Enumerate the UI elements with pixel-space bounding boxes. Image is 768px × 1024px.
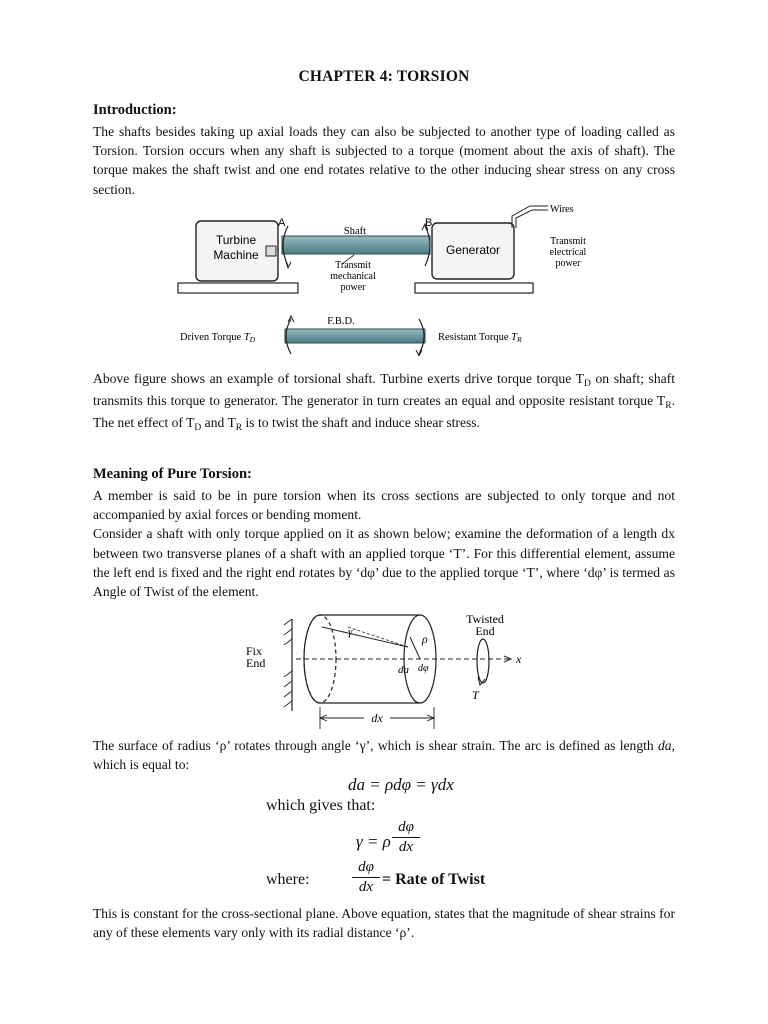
torsion-shaft-figure: [170, 196, 610, 356]
point-b-label: B: [425, 217, 433, 229]
gamma-label: γ: [348, 626, 353, 638]
pure-torsion-heading: Meaning of Pure Torsion:: [93, 466, 252, 482]
generator-label: Generator: [445, 243, 501, 257]
shaft-label: Shaft: [343, 226, 367, 237]
twisted-end-label-2: End: [475, 624, 495, 638]
wires-label: Wires: [550, 204, 574, 215]
dx-label: dx: [371, 711, 383, 725]
equation-where-label: where:: [266, 871, 310, 888]
shaft-bar: [282, 236, 430, 254]
turbine-label-2: Machine: [213, 248, 259, 262]
fraction-1: [392, 818, 420, 857]
arc-length-paragraph: [93, 736, 675, 774]
pure-torsion-text-2: Consider a shaft with only torque applied on it as shown below; examine the deformation of a length dx between two transverse planes of a shaft with an applied torque ‘T’. For this differential element, assume the left end is fixed and the right end rotates by ‘dφ’ due to the applied torque ‘T’, where ‘dφ’ is termed as Angle of Twist of the element.: [93, 526, 675, 600]
mech-power-2: mechanical: [330, 271, 376, 282]
turbine-label-1: Turbine: [215, 233, 257, 247]
fraction-2-numerator: dφ: [352, 858, 380, 878]
fbd-shaft: [285, 329, 425, 343]
rate-of-twist-label: = Rate of Twist: [382, 871, 486, 888]
intro-heading: Introduction:: [93, 102, 177, 118]
intro-paragraph: [93, 122, 675, 199]
chapter-title: CHAPTER 4: TORSION: [298, 68, 470, 85]
fix-end-label-1: Fix: [246, 644, 263, 658]
equation-gamma: [356, 832, 391, 852]
fraction-1-numerator: dφ: [392, 818, 420, 838]
fbd-label: F.B.D.: [327, 316, 355, 327]
fraction-1-denominator: dx: [398, 839, 414, 855]
da-label: da: [398, 664, 409, 676]
arc-length-text: The surface of radius ‘ρ’ rotates through angle ‘γ’, which is shear strain. The arc is defined as length da, which is equal to:: [93, 738, 675, 773]
x-axis-label: x: [516, 652, 522, 666]
elec-power-1: Transmit: [550, 236, 586, 247]
conclusion-text: This is constant for the cross-sectional plane. Above equation, states that the magnitude of shear strains for any of these elements vary only with its radial distance ‘ρ’.: [93, 906, 675, 941]
figure-description-paragraph: [93, 369, 675, 436]
point-a-label: A: [278, 217, 286, 229]
equation-arc: da = ρdφ = γdx: [348, 775, 454, 794]
equation-gives-label: which gives that:: [266, 797, 376, 814]
rho-label: ρ: [422, 632, 428, 646]
driven-torque-label: Driven Torque TD: [180, 332, 256, 344]
conclusion-paragraph: [93, 904, 675, 942]
mech-power-3: power: [340, 282, 366, 293]
resistant-torque-label: Resistant Torque TR: [438, 332, 522, 344]
fraction-2-denominator: dx: [358, 879, 374, 895]
pure-torsion-paragraph: [93, 486, 675, 601]
dphi-label: dφ: [418, 663, 429, 674]
turbine-base: [178, 283, 298, 293]
twisted-end-label-1: Twisted: [466, 612, 504, 626]
fix-end-label-2: End: [246, 656, 266, 670]
twist-element-figure: [240, 607, 540, 732]
fraction-2: [352, 858, 380, 897]
figure-description-text: Above figure shows an example of torsional shaft. Turbine exerts drive torque torque $T_D$ on shaft; shaft transmits this torque to generator. The generator in turn creates an equal and opposite resistant torque $T_R$. The net effect of $T_D$ and $T_R$ is to twist the shaft and induce shear stress.: [93, 371, 675, 434]
elec-power-2: electrical: [549, 247, 587, 258]
generator-base: [415, 283, 533, 293]
pure-torsion-text-1: A member is said to be in pure torsion when its cross sections are subjected to only torque and not accompanied by axial forces or bending moment.: [93, 488, 675, 523]
elec-power-3: power: [555, 258, 581, 269]
torque-arrow-t: [477, 639, 489, 683]
mech-power-1: Transmit: [335, 260, 371, 271]
gamma-lhs: γ = ρ: [356, 832, 391, 851]
torque-t-label: T: [472, 688, 479, 702]
intro-text: The shafts besides taking up axial loads they can also be subjected to another type of loading called as Torsion. Torsion occurs when any shaft is subjected to a torque (moment about the axis of shaft). The torque makes the shaft twist and one end rotates relative to the other inducing shear stress on any cross section.: [93, 124, 675, 197]
